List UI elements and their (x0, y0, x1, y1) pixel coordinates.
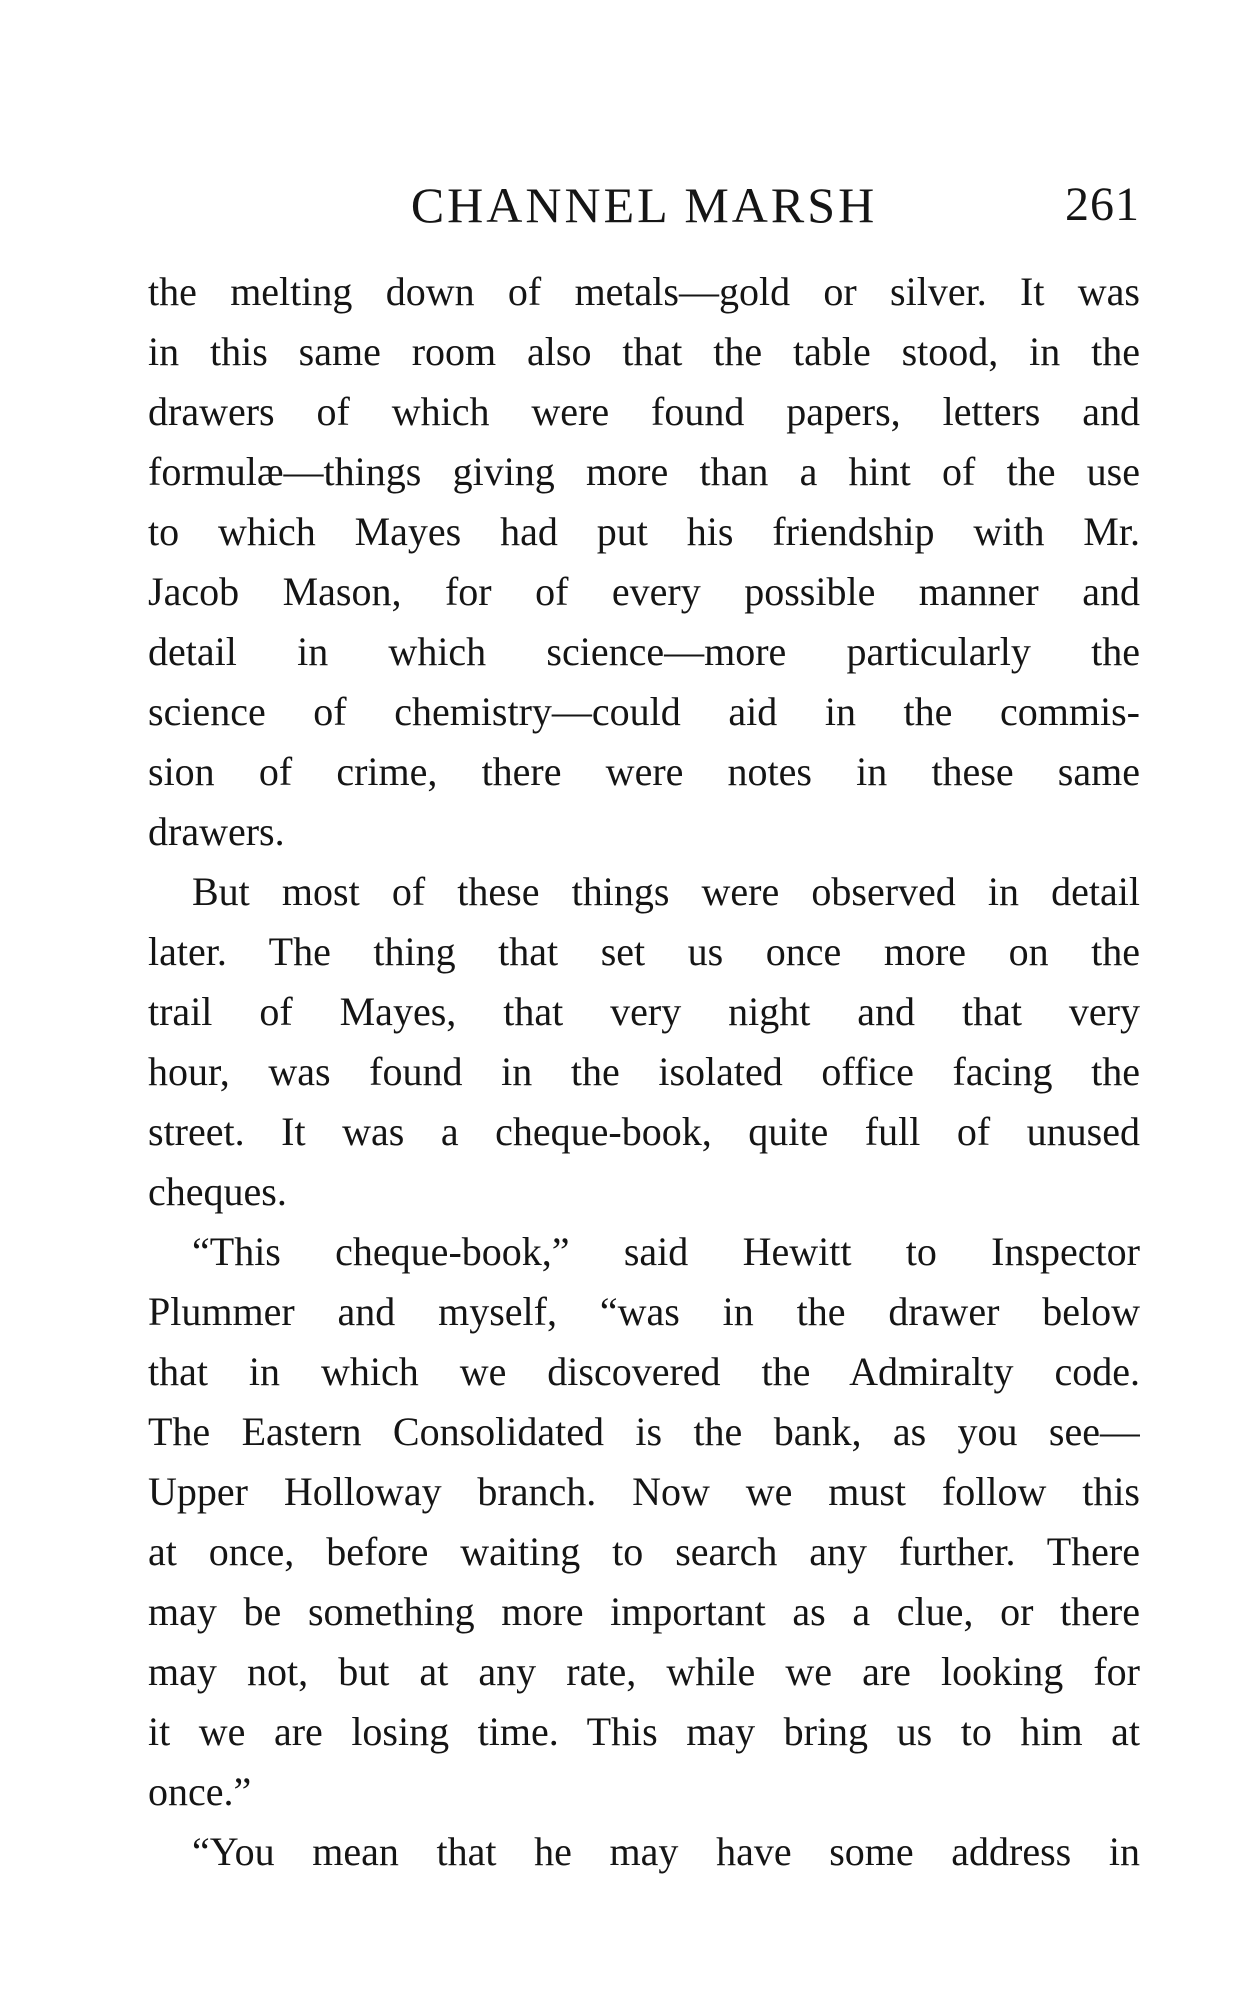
text-line: But most of these things were observed in detail (192, 869, 1140, 914)
text-line: “This cheque-book,” said Hewitt to Inspector (192, 1229, 1140, 1274)
running-head-title: CHANNEL MARSH (410, 177, 878, 233)
text-line: science of chemistry—could aid in the commis- (148, 689, 1140, 734)
text-line: trail of Mayes, that very night and that very (148, 989, 1140, 1034)
text-line: street. It was a cheque-book, quite full of unused (148, 1109, 1140, 1154)
text-line: sion of crime, there were notes in these same (148, 749, 1140, 794)
text-line: hour, was found in the isolated office facing the (148, 1049, 1140, 1094)
text-line: Jacob Mason, for of every possible manner and (148, 569, 1140, 614)
body-text (148, 262, 1140, 1882)
text-line: “You mean that he may have some address in (192, 1829, 1140, 1874)
text-line: Upper Holloway branch. Now we must follow this (148, 1469, 1140, 1514)
running-head (148, 170, 1140, 240)
text-line: once.” (148, 1769, 252, 1814)
text-line: The Eastern Consolidated is the bank, as you see— (148, 1409, 1140, 1454)
text-line: drawers. (148, 809, 285, 854)
text-line: later. The thing that set us once more on the (148, 929, 1140, 974)
text-line: that in which we discovered the Admiralty code. (148, 1349, 1140, 1394)
page-number: 261 (1065, 178, 1140, 231)
text-line: may be something more important as a clue, or there (148, 1589, 1140, 1634)
text-line: to which Mayes had put his friendship with Mr. (148, 509, 1140, 554)
text-line: detail in which science—more particularly the (148, 629, 1140, 674)
text-line: Plummer and myself, “was in the drawer below (148, 1289, 1140, 1334)
text-line: it we are losing time. This may bring us to him at (148, 1709, 1140, 1754)
text-line: may not, but at any rate, while we are looking for (148, 1649, 1140, 1694)
text-line: the melting down of metals—gold or silver. It was (148, 269, 1140, 314)
text-line: in this same room also that the table stood, in the (148, 329, 1140, 374)
text-line: drawers of which were found papers, letters and (148, 389, 1140, 434)
text-line: cheques. (148, 1169, 287, 1214)
text-line: at once, before waiting to search any further. There (148, 1529, 1140, 1574)
text-line: formulæ—things giving more than a hint of the use (148, 449, 1140, 494)
